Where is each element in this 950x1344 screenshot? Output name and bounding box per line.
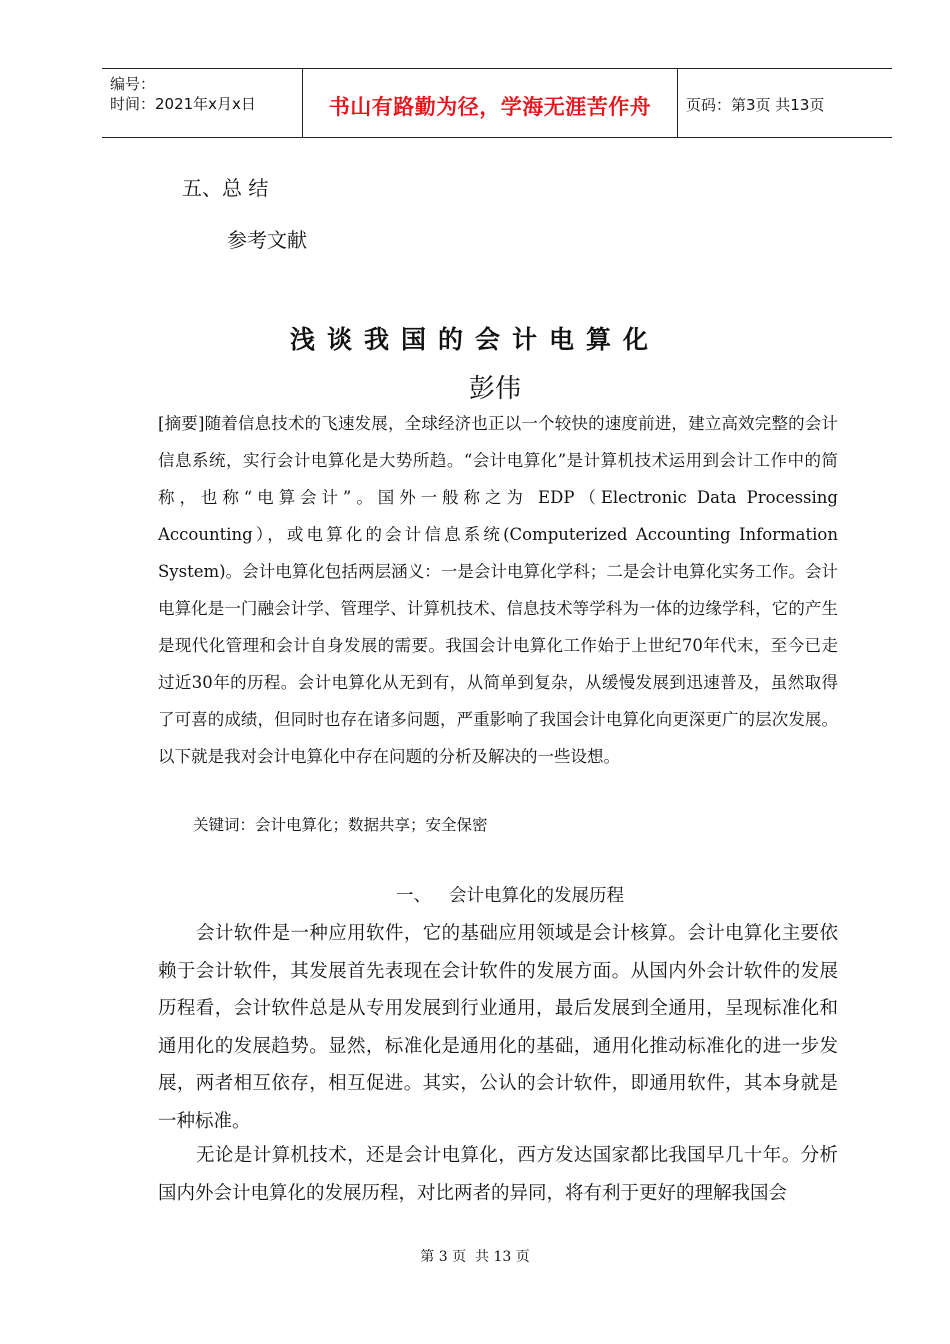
toc-item-references: 参考文献 [227,228,307,252]
article-title: 浅谈我国的会计电算化 [289,325,660,354]
toc-item-conclusion: 五、总 结 [182,176,269,200]
keywords-line: 关键词：会计电算化；数据共享；安全保密 [193,816,488,834]
code-label: 编号： [110,75,156,93]
header-right-cell [678,69,892,137]
section-number: 一、 [396,886,431,906]
page-footer: 第 3 页 共 13 页 [420,1249,530,1265]
motto-text: 书山有路勤为径，学海无涯苦作舟 [328,95,652,119]
header-left-cell [102,69,303,137]
section-title: 会计电算化的发展历程 [449,886,624,906]
time-label: 时间：2021年x月x日 [110,95,256,113]
abstract-paragraph: [摘要]随着信息技术的飞速发展，全球经济也正以一个较快的速度前进，建立高效完整的会计信息系统，实行会计电算化是大势所趋。“会计电算化”是计算机技术运用到会计工作中的简称，也称“电算会计”。国外一般称之为 EDP（Electronic Data Processing Accounting），或电算化的会计信息系统(Computerized Accounting Information System)。会计电算化包括两层涵义：一是会计电算化学科；二是会计电算化实务工作。会计电算化是一门融会计学、管理学、计算机技术、信息技术等学科为一体的边缘学科，它的产生是现代化管理和会计自身发展的需要。我国会计电算化工作始于上世纪70年代末，至今已走过近30年的历程。会计电算化从无到有，从简单到复杂，从缓慢发展到迅速普及，虽然取得了可喜的成绩，但同时也存在诸多问题，严重影响了我国会计电算化向更深更广的层次发展。以下就是我对会计电算化中存在问题的分析及解决的一些设想。 [158,414,838,766]
article-author: 彭伟 [468,374,521,404]
header-table [102,68,892,138]
header-middle-cell [303,69,678,137]
body-paragraph-2: 无论是计算机技术，还是会计电算化，西方发达国家都比我国早几十年。分析国内外会计电算化的发展历程，对比两者的异同，将有利于更好的理解我国会 [158,1145,838,1204]
page-label: 页码：第3页 共13页 [686,96,825,114]
body-paragraph-1: 会计软件是一种应用软件，它的基础应用领域是会计核算。会计电算化主要依赖于会计软件，其发展首先表现在会计软件的发展方面。从国内外会计软件的发展历程看，会计软件总是从专用发展到行业通用，最后发展到全通用，呈现标准化和通用化的发展趋势。显然，标准化是通用化的基础，通用化推动标准化的进一步发展，两者相互依存，相互促进。其实，公认的会计软件，即通用软件，其本身就是一种标准。 [158,923,838,1132]
section-heading [396,882,624,907]
